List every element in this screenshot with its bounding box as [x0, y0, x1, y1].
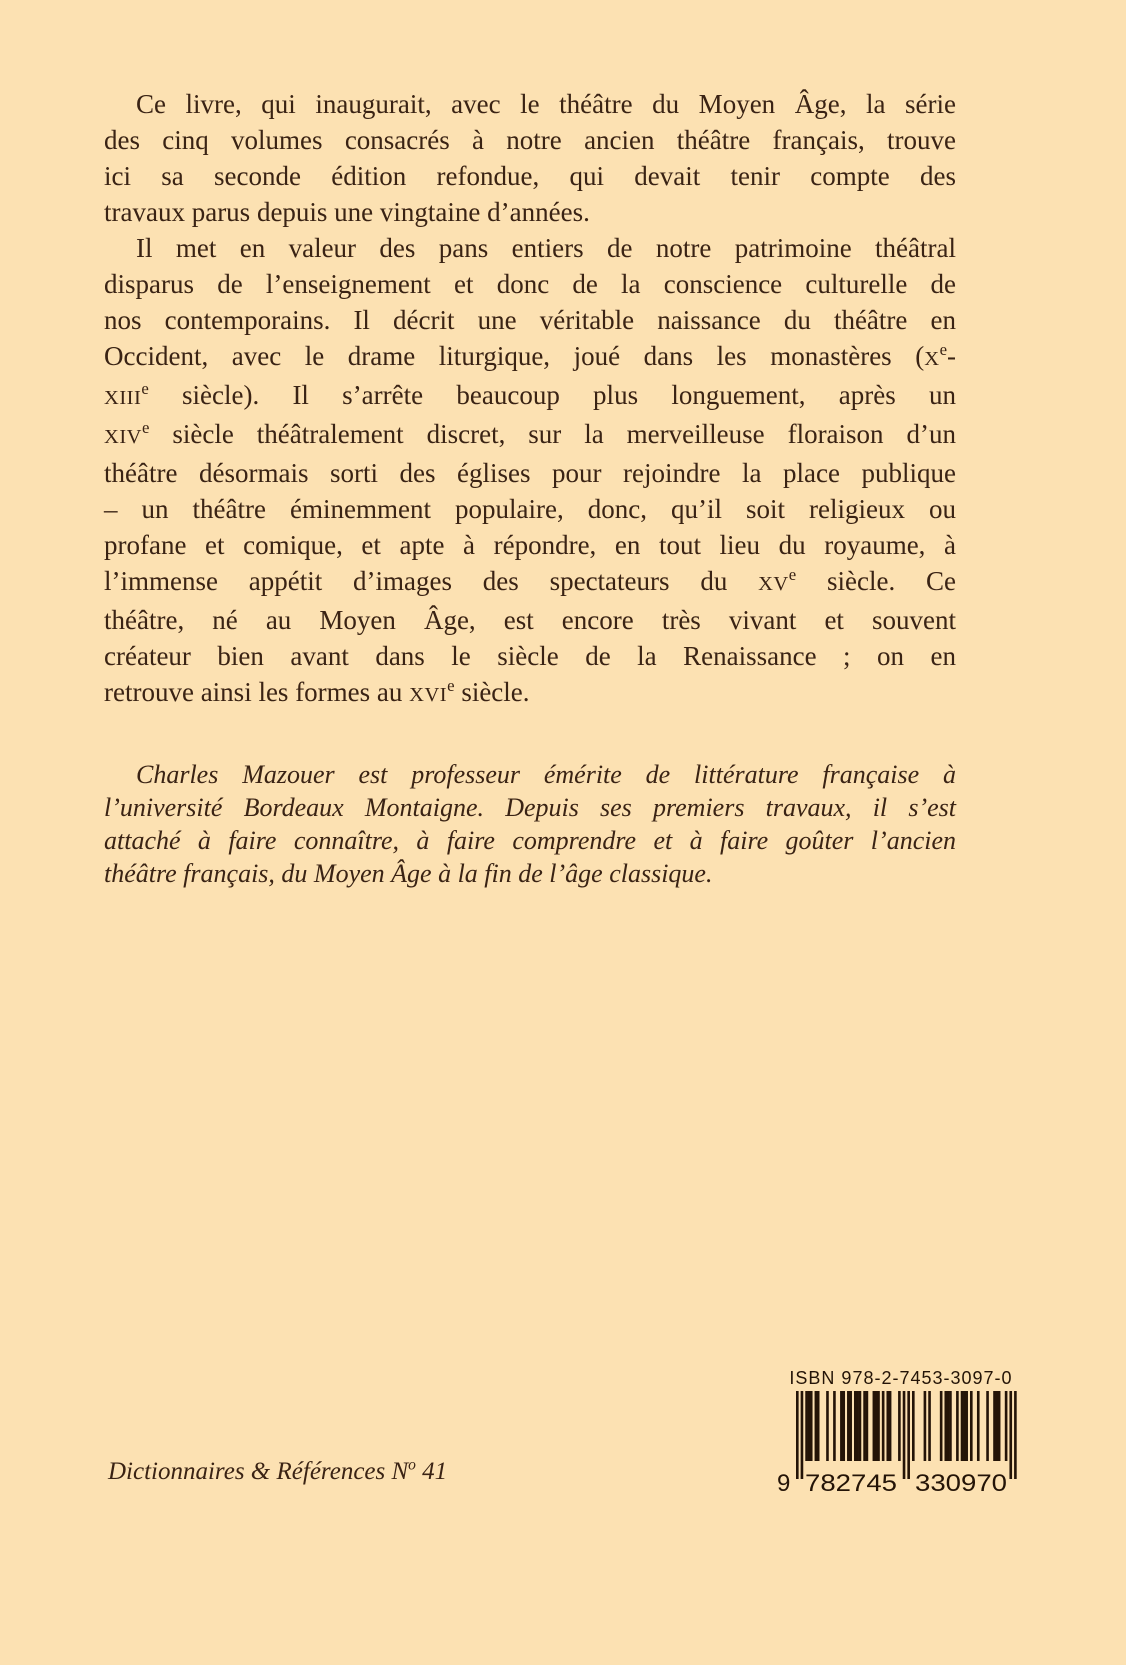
text-line: travaux parus depuis une vingtaine d’années. [104, 197, 590, 227]
svg-text:782745: 782745 [805, 1470, 897, 1495]
text-line: créateur bien avant dans le siècle de la Renaissance ; on en [104, 641, 956, 671]
svg-text:330970: 330970 [915, 1470, 1007, 1495]
text-line: Il met en valeur des pans entiers de notre patrimoine théâtral [136, 233, 956, 263]
text-line: attaché à faire connaître, à faire comprendre et à faire goûter l’ancien [104, 826, 956, 855]
text-line: XIIIe siècle). Il s’arrête beaucoup plus longuement, après un [104, 379, 956, 410]
isbn-label: ISBN 978-2-7453-3097-0 [789, 1368, 1013, 1388]
text-line: nos contemporains. Il décrit une véritable naissance du théâtre en [104, 305, 956, 335]
text-line: théâtre, né au Moyen Âge, est encore très vivant et souvent [104, 605, 956, 635]
text-line: théâtre français, du Moyen Âge à la fin de l’âge classique. [104, 859, 713, 888]
text-line: ici sa seconde édition refondue, qui devait tenir compte des [104, 161, 956, 191]
text-line: Charles Mazouer est professeur émérite de littérature française à [136, 760, 956, 789]
text-line: Occident, avec le drame liturgique, joué dans les monastères (Xe- [104, 340, 956, 371]
text-line: l’immense appétit d’images des spectateurs du XVe siècle. Ce [104, 565, 956, 596]
text-line: des cinq volumes consacrés à notre ancien théâtre français, trouve [104, 125, 956, 155]
blurb-text [104, 86, 956, 713]
isbn-barcode [776, 1368, 1020, 1495]
text-line: disparus de l’enseignement et donc de la conscience culturelle de [104, 269, 956, 299]
svg-text:9: 9 [777, 1470, 791, 1495]
collection-title: Dictionnaires & Références $N^o$ 41 [108, 1456, 448, 1485]
author-note [104, 758, 956, 890]
ean13-barcode-graphic [776, 1391, 1020, 1495]
text-line: Ce livre, qui inaugurait, avec le théâtre du Moyen Âge, la série [136, 89, 956, 119]
text-line: l’université Bordeaux Montaigne. Depuis ses premiers travaux, il s’est [104, 793, 956, 822]
text-line: – un théâtre éminemment populaire, donc, qu’il soit religieux ou [104, 494, 956, 524]
text-line: retrouve ainsi les formes au XVIe siècle. [104, 676, 530, 707]
text-line: XIVe siècle théâtralement discret, sur la merveilleuse floraison d’un [104, 418, 956, 449]
text-line: théâtre désormais sorti des églises pour rejoindre la place publique [104, 458, 956, 488]
text-line: profane et comique, et apte à répondre, en tout lieu du royaume, à [104, 530, 956, 560]
